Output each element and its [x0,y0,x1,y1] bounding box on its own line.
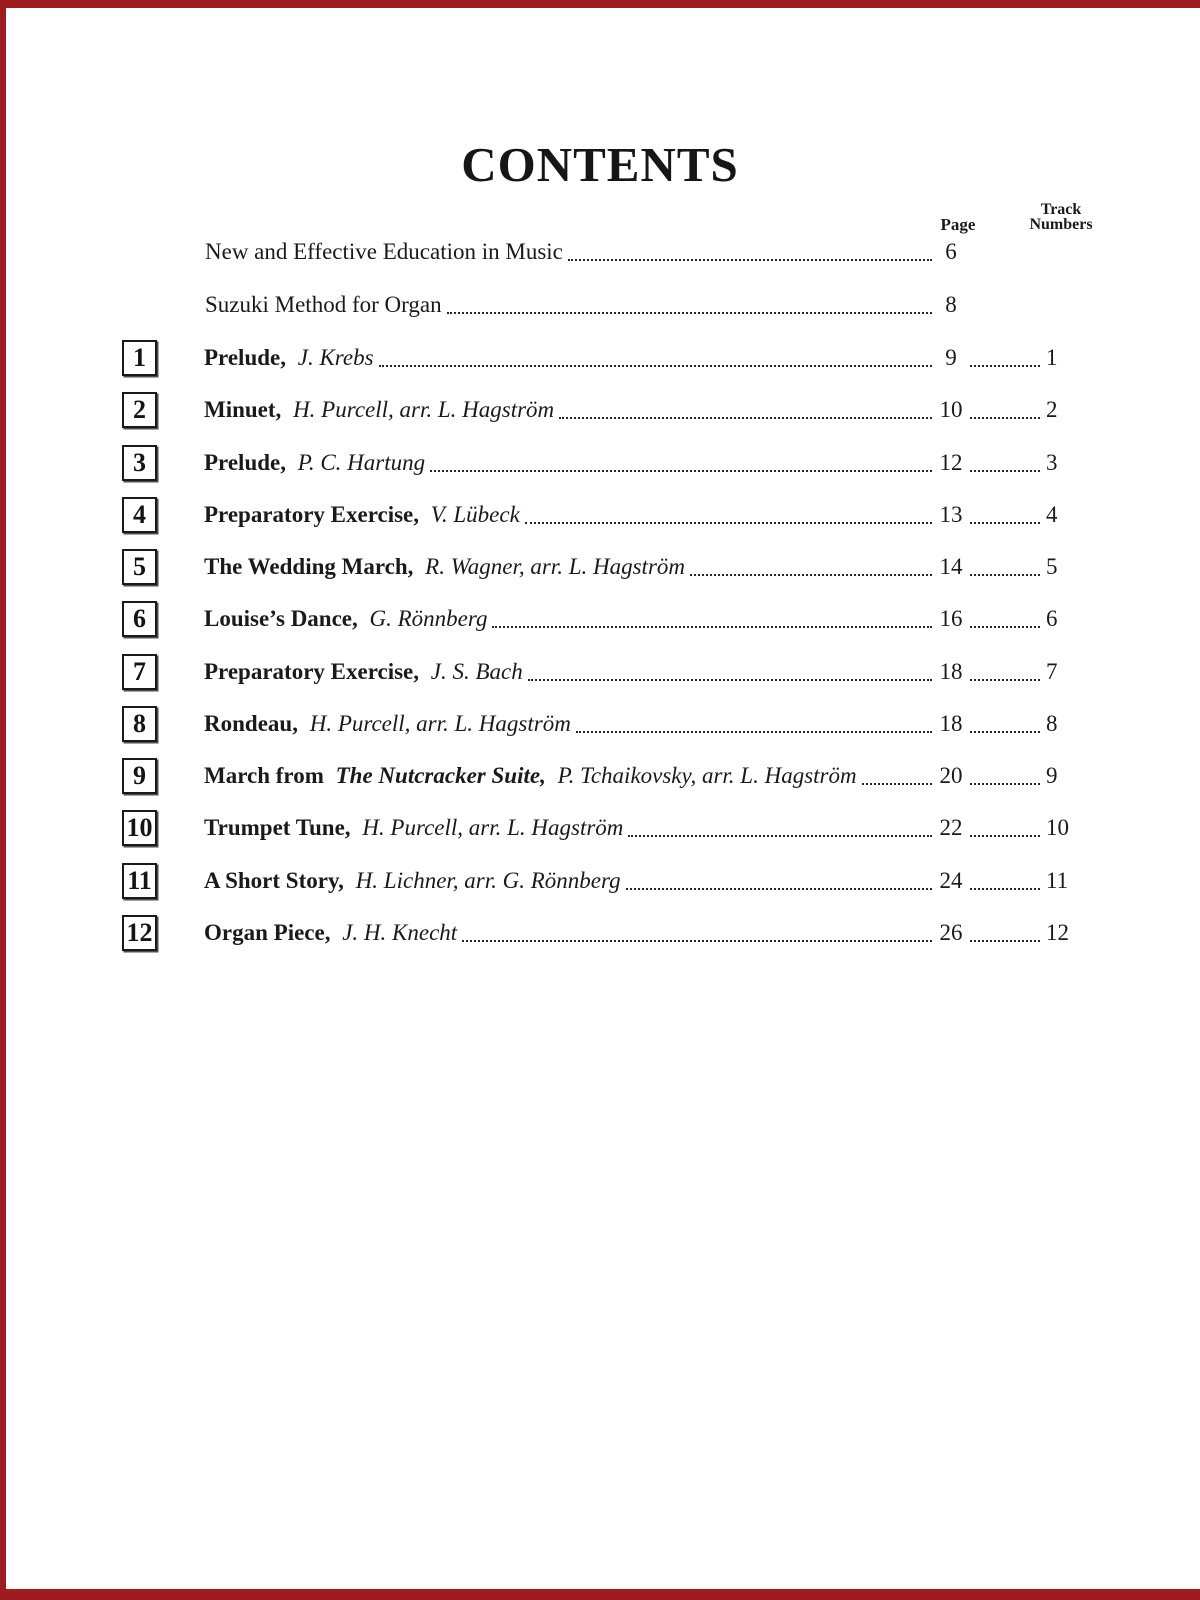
entry-number-box: 11 [122,863,157,899]
leader-dots-track [970,888,1040,890]
scan-edge-bottom [0,1589,1200,1600]
entry-title-bold: Preparatory Exercise, [204,659,420,684]
track-number: 12 [1046,920,1069,945]
leader-dots [862,783,932,785]
page-number: 12 [939,450,963,475]
entry-number-box: 9 [122,758,157,794]
entry-title [205,239,563,265]
entry-composer: V. Lübeck [430,502,520,527]
leader-dots [628,835,932,837]
toc-row [122,338,1082,378]
track-number: 2 [1046,397,1058,422]
entry-title [204,920,457,946]
entry-title-bold: Louise’s Dance, [204,606,358,631]
page-number: 14 [939,554,963,579]
entry-title-bold: March from [204,763,324,788]
leader-dots-track [970,731,1040,733]
entry-composer: H. Purcell, arr. L. Hagström [309,711,571,736]
entry-number-box: 3 [122,445,157,481]
page-number: 18 [939,711,963,736]
entry-title [204,345,374,371]
toc-row [122,704,1082,744]
leader-dots-track [970,470,1040,472]
leader-dots [430,470,932,472]
column-header-page: Page [940,215,976,234]
toc-row [122,443,1082,483]
page-title: CONTENTS [461,137,739,192]
entry-composer: G. Rönnberg [369,606,488,631]
entry-composer: H. Lichner, arr. G. Rönnberg [355,868,621,893]
entry-number-box: 4 [122,497,157,533]
entry-number-box: 5 [122,549,157,585]
entry-number-box: 6 [122,601,157,637]
track-number: 1 [1046,345,1058,370]
track-number: 8 [1046,711,1058,736]
column-header-track-line2: Numbers [1029,216,1093,233]
entry-composer: P. C. Hartung [297,450,426,475]
page-number: 8 [945,292,957,317]
entry-number-box: 1 [122,340,157,376]
entry-composer: P. Tchaikovsky, arr. L. Hagström [557,763,857,788]
entry-title-bold: The Wedding March, [204,554,414,579]
entry-title [204,763,857,789]
entry-title [204,815,623,841]
leader-dots [690,574,932,576]
leader-dots-track [970,574,1040,576]
leader-dots-track [970,522,1040,524]
entry-composer: J. S. Bach [430,659,523,684]
leader-dots [568,259,932,261]
track-number: 7 [1046,659,1058,684]
entry-title-bold: Trumpet Tune, [204,815,351,840]
leader-dots [525,522,932,524]
entry-number-box: 12 [122,915,157,951]
leader-dots-track [970,835,1040,837]
leader-dots-track [970,417,1040,419]
entry-title [204,397,554,423]
entry-title-bold: Preparatory Exercise, [204,502,420,527]
entry-title-bold: Prelude, [204,450,286,475]
page-number: 9 [945,345,957,370]
entry-title-bold: Prelude, [204,345,286,370]
entry-title [204,711,571,737]
entry-title [204,450,425,476]
entry-title-text: New and Effective Education in Music [205,239,563,264]
toc-front-row [205,232,970,272]
entry-number-box: 7 [122,654,157,690]
leader-dots [626,888,932,890]
entry-number-box: 2 [122,392,157,428]
entry-title-bold: Rondeau, [204,711,298,736]
toc-row [122,495,1082,535]
scan-edge-top [0,0,1200,8]
entry-title-bold: Minuet, [204,397,282,422]
entry-composer: H. Purcell, arr. L. Hagström [293,397,555,422]
entry-title [204,502,520,528]
page-number: 20 [939,763,963,788]
track-number: 4 [1046,502,1058,527]
entry-number-box: 8 [122,706,157,742]
leader-dots-track [970,626,1040,628]
toc-row [122,808,1082,848]
leader-dots-track [970,783,1040,785]
leader-dots [462,940,932,942]
entry-composer: R. Wagner, arr. L. Hagström [425,554,686,579]
toc-row [122,652,1082,692]
entry-composer: J. H. Knecht [342,920,458,945]
page-number: 18 [939,659,963,684]
leader-dots-track [970,940,1040,942]
page-number: 6 [945,239,957,264]
entry-title [204,554,685,580]
leader-dots [379,365,932,367]
entry-title-text: Suzuki Method for Organ [205,292,442,317]
entry-title-bold-italic: The Nutcracker Suite, [335,763,546,788]
track-number: 9 [1046,763,1058,788]
column-header-track-line1: Track [1040,201,1082,218]
page-number: 16 [939,606,963,631]
scan-edge-left [0,0,6,1600]
track-number: 11 [1046,868,1069,893]
toc-row [122,756,1082,796]
page-number: 22 [939,815,963,840]
entry-title-bold: A Short Story, [204,868,344,893]
entry-title [204,606,487,632]
page-number: 10 [939,397,963,422]
track-number: 3 [1046,450,1058,475]
entry-title [204,659,523,685]
toc-row [122,861,1082,901]
entry-title-bold: Organ Piece, [204,920,331,945]
track-number: 6 [1046,606,1058,631]
leader-dots [492,626,932,628]
leader-dots [528,679,932,681]
track-number: 5 [1046,554,1058,579]
entry-title [205,292,442,318]
page-number: 24 [939,868,963,893]
toc-row [122,599,1082,639]
leader-dots [559,417,932,419]
entry-composer: J. Krebs [297,345,374,370]
page-number: 26 [939,920,963,945]
column-header-track-numbers [1016,202,1106,232]
entry-number-box: 10 [122,810,157,846]
track-number: 10 [1046,815,1069,840]
leader-dots [576,731,932,733]
page-number: 13 [939,502,963,527]
toc-row [122,913,1082,953]
toc-front-row [205,285,970,325]
toc-row [122,390,1082,430]
leader-dots [447,312,932,314]
toc-row [122,547,1082,587]
entry-composer: H. Purcell, arr. L. Hagström [362,815,624,840]
leader-dots-track [970,365,1040,367]
leader-dots-track [970,679,1040,681]
entry-title [204,868,621,894]
